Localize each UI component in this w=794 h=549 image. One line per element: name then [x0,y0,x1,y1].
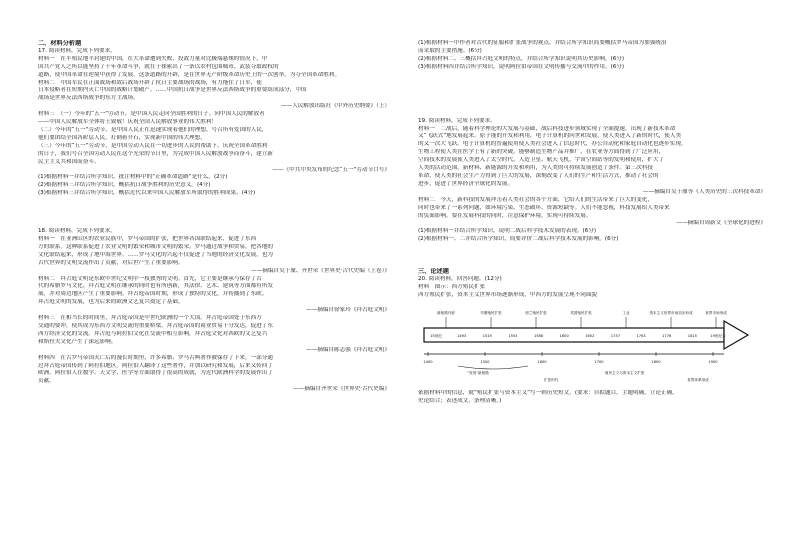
text-line: 进步，促进了世界经济全球化的发展。 [418,180,514,187]
timeline-bottom-label: “发现”新航路 [467,370,489,375]
timeline-top-label: 世界市场形成 [705,310,727,315]
text-line: 过拜占庭帝国传到了阿拉伯地区。阿拉伯人翻译了这些著作，并加以研究和发展，后来又传回了 [38,362,273,369]
q19-stem: 19. 阅读材料，完成下列要求。 [418,117,496,124]
timeline-bottom-label: 殖民主义与资本主义扩张 [604,370,645,375]
text-line: ——中国人民解放军全体将士致敬！庆祝全国人民解放事业的伟大胜利！ [38,119,218,126]
q19-material-1 [418,126,766,197]
requirement-line: 而采取的主要措施。(6分) [418,47,482,54]
text-line: 的日子，我们号召全国劳动人民在这个光荣的节日里，为完成中国人民解放战争而奋斗，建立新 [38,150,273,157]
source-citation: ——人民解放出版社《中外历史纲要》（上） [280,103,390,110]
timeline-year-label: 1776 [662,333,672,338]
q18-material-1 [38,236,390,276]
timeline-axis-tick-label: 1500 [480,359,490,364]
requirement-line: (1)根据材料一中作者对古代的征服和扩张战争的观点，并结合所学知识简要概括罗马帝国为加强统治 [418,40,667,46]
text-line: 革命，使人类的社会生产力得到了巨大的发展，深刻改变了人们的生产和生活方式，推动了社会的 [418,172,659,179]
q17-material-1 [38,56,390,80]
task-line: 依据材料中的信息，就“殖民扩张与资本主义”写一则历史短文。(要求：自拟题目，主题明确，立论正确， [418,389,678,396]
source-citation: ——摘编自周新文《全球化的进程》 [676,220,766,227]
q18-material-3 [38,315,390,355]
requirement-line: (1)根据材料一并结合所学知识，说明二战后科学技术发展的表现。(6分) [418,228,597,235]
text-line: 西方经济文化的交流。拜占庭与阿拉伯文化在交流中相互影响。拜占庭文化对西欧的文艺复兴 [38,330,268,337]
q17-material-3 [38,111,390,174]
task-line: 史论结合；表述成文，条理清晰。) [418,397,502,404]
text-line: 交通的要冲，使其成为东西方文明交流的重要桥梁。拜占庭帝国的商业贸易十分发达，促进了东 [38,323,273,329]
q19-requirements [418,228,766,244]
timeline-year-label: 15世纪 [430,333,442,338]
timeline-year-label: 1600 [559,333,569,338]
text-line: 材料一 在半殖民地半封建的中国，在大革命遭到失败、投敌力量对比极端悬殊的情况下，中 [38,55,268,62]
text-line: 材料一 在亚洲山区的农业民族中，罗马帝国的扩张，把世界各国联结起来，促进了东西 [38,236,257,243]
text-line: 材料三 在相当长的时间里，拜占庭帝国是中世纪欧洲的一个大国。拜占庭帝国处于东西方 [38,315,262,322]
timeline-axis-tick-label: 1700 [594,359,604,364]
source-citation: ——摘编自徐家玲《拜占庭文明》 [306,307,390,314]
section-title-material-analysis: 二、材料分析题 [38,40,82,47]
timeline-graphic [418,302,766,390]
timeline-year-label: 1815 [687,333,697,338]
text-line: 他们要团结全国各阶层人民，打倒蒋介石，实现新中国的伟大理想。 [38,134,206,141]
text-line: （三）今年的“五一”劳动节，是中国劳动人民在一切进步的人民的帮助下，庆祝全国革命胜利 [38,142,268,149]
timeline-year-label: 19世纪末 [710,333,726,338]
text-line: 国共产党人之所以能坚持了十年革命斗争，就在于探索出了一条以农村包围城市、武装夺取政权的 [38,63,279,70]
q20-material-desc: 西方殖民扩张，资本主义世界市场逐渐形成，中西方的发展呈现不同面貌 [418,291,598,298]
timeline-axis-tick-label: 1400 [423,359,433,364]
source-citation: ——摘编自齐世荣《世界史·古代史编》 [293,386,390,393]
text-line: 古代世界的文明交流作出了贡献，对后世产生了重要影响。 [38,259,184,266]
timeline-bottom-label: 扩张时代 [544,377,559,382]
timeline-year-label: 1763 [636,333,646,338]
text-line: 道路，使中国革命在逆境中获得了发展。这条道路的开辟，是在世界无产阶级革命历史上的一次创举，为夺全国革命胜利。 [38,71,341,78]
q20-stem: 20. 阅读材料，回答问题。(12分) [418,276,502,283]
timeline-year-label: 1652 [585,333,595,338]
q17-material-2 [38,80,390,112]
timeline-top-label: 资本主义世界市场初步形成 [649,310,693,315]
text-line: 欧洲。阿拉伯人在数学、天文学、医学等方面取得了很高的成就，为近代欧洲科学的发展作出了 [38,370,273,377]
timeline-top-label: 荷兰殖民扩张 [525,310,547,315]
source-citation: ——摘编自吴于廑、齐世荣《世界史·古代史编（上卷）》 [251,267,390,274]
section-title-essay: 三、论述题 [418,268,449,276]
q20-task [418,390,766,406]
text-line: 民主主义共和国而奋斗。 [38,158,100,165]
timeline-year-label: 1588 [533,333,544,338]
text-line: 贡献。 [38,378,55,385]
q19-material-2 [418,197,766,229]
source-citation: ——《中共中央发布的纪念“五一”劳动节口号》 [272,166,390,173]
text-line: 材料一 二战后，随着科学理论的大发展与基础，战后科技进步领域实现了全面提速，出现了新技术革命 [418,125,676,132]
timeline-top-label: 早期殖民扩张 [480,310,502,315]
text-line: （二）今年的“五一”劳动节，是中国人民正在迅速实现着他们的理想，号召所有爱国的人民， [38,126,268,133]
text-line: 的又一次大飞跃。电子计算机的普遍使用使人类社会进入了信息时代，办公自动化和家庭自动化也逐步实现。 [418,141,687,148]
timeline-year-label: 1493 [457,333,467,338]
text-line: 战场是世界反法西斯战争的东方主战场。 [38,95,139,102]
timeline-bottom-label: 世界体系形成 [687,377,709,382]
timeline-top-label: 英国殖民扩张 [570,310,592,315]
timeline-year-label: 1553 [508,333,518,338]
requirement-line: (3)根据材料四并结合所学知识，说明阿拉伯帝国在文明传播与交流中的作用。(6分) [418,63,625,70]
text-line: 文化联结起来，形成了地中海世界。……罗马文化的兴起不仅促进了当地的经济文化发展，也为 [38,251,273,258]
requirement-line: (3)根据材料三并结合所学知识，概括近代以来中国人民解放军所取得的胜利成果。(4分) [38,190,256,197]
q18-stem: 18. 阅读材料，完成下列要求。 [38,228,116,235]
text-line: 展，并对周边地区产生了重要影响。拜占庭帝国时期，形成了独特的文化，并传播到了东欧。 [38,291,268,298]
q18-material-4 [38,355,390,395]
right-column [418,40,766,406]
text-line: 代的希腊罗马文化。拜占庭文明在继承的同时也有所创新，其法律、艺术、建筑等方面都有所发 [38,283,273,290]
timeline-arrowhead [724,321,748,349]
text-line: 生物工程使人类在医学上有了新的突破，能够制造生物产品并推广，在农业等方面得到了广泛应用， [418,149,665,156]
timeline-top-label: 新航路开辟 [437,310,455,315]
timeline-band [424,328,724,342]
text-line: 材料二 拜占庭文明是东欧中世纪文明中一枝独秀的文明。首先，它主要是继承与保存了古 [38,275,262,282]
timeline-top-label: 工业 [622,310,630,315]
text-line: 和斯拉夫文化产生了深远影响。 [38,338,117,345]
q20-material-label: 材料 图示：西方殖民扩张 [418,283,486,290]
colonial-expansion-timeline [418,302,766,390]
text-line: 材料三 （一）今年的“五一”劳动节，是中国人民走向全国胜利的日子。向中国人民的解放者 [38,111,265,118]
left-column [38,40,390,394]
text-line: 的负面影响，要在发展科技的同时，注意保护环境，实现可持续发展。 [418,212,592,219]
q17-requirements [38,174,390,198]
timeline-axis-tick-label: 1900 [708,359,718,364]
text-line: 方的联系。这种联系促进了农业文明的繁荣和城市文明的繁荣。罗马通过战争和贸易，把各地的 [38,243,273,250]
text-line: 日本侵略者在短期内灭亡中国的战略计划破产。……中国抗日战争是世界反法西斯战争的重要组成部分，中国 [38,87,307,94]
text-line: 材料二 中国军民在正面战场和敌后战场开辟了抗日主要战场的战场，有力拖住了日军，使 [38,79,262,86]
requirement-line: (2)根据材料二、三概括拜占庭文明的特点，并结合所学知识说明其历史影响。(6分) [418,55,625,62]
text-line: 拜占庭文明的发展，也为后来的欧洲文艺复兴奠定了基础。 [38,299,184,306]
timeline-year-label: 1519 [482,333,492,338]
text-line: 同时也带来了一系列问题，如环境污染、生态破坏、资源短缺等。人们不能忽视，科技发展给人类带来 [418,204,670,211]
requirement-line: (2)根据材料一、二并结合所学知识，简要评价二战后科学技术发展的影响。(6分) [418,236,619,243]
text-line: 空间技术的发展使人类进入了太空时代，人造卫星、航天飞机、宇宙空间站等的发明和使用，扩大了 [418,157,665,164]
q18-requirements [418,40,766,72]
text-line: 材料四 在古罗马帝国灭亡后的漫长时期里，许多希腊、罗马古典著作被保存了下来，一部分通 [38,354,273,361]
timeline-bracket [458,366,528,369]
source-citation: ——摘编自陈志强《拜占庭文明》 [306,346,390,353]
q17-stem: 17. 阅读材料，完成下列要求。 [38,47,116,54]
timeline-year-label: 1757 [610,333,621,338]
timeline-axis-tick-label: 1800 [651,359,661,364]
text-line: 材料二 今天，新科技的发展冲击着人类社会的各个方面，它给人们的生活带来了巨大的变化， [418,196,653,203]
text-line: 人类的活动范围。新材料、新能源的开发和利用，为人类的可持续发展创造了条件。第三次科技 [418,165,653,172]
source-citation: ——摘编自吴于廑等《人类历史的三次科技革命》 [642,188,766,195]
requirement-line: (1)根据材料一并结合所学知识，批注材料中的“正确革命道路”是什么。(2分) [38,174,228,181]
timeline-axis-tick-label: 1600 [537,359,547,364]
q18-material-2 [38,276,390,316]
requirement-line: (2)根据材料三并结合所学知识，概括抗日战争胜利的历史意义。(4分) [38,182,211,189]
text-line: 又“飞跃式”地发展起来。原子能的开发和利用，电子计算机的问世和发展，使人类进入了新的时代，使人类 [418,133,682,140]
